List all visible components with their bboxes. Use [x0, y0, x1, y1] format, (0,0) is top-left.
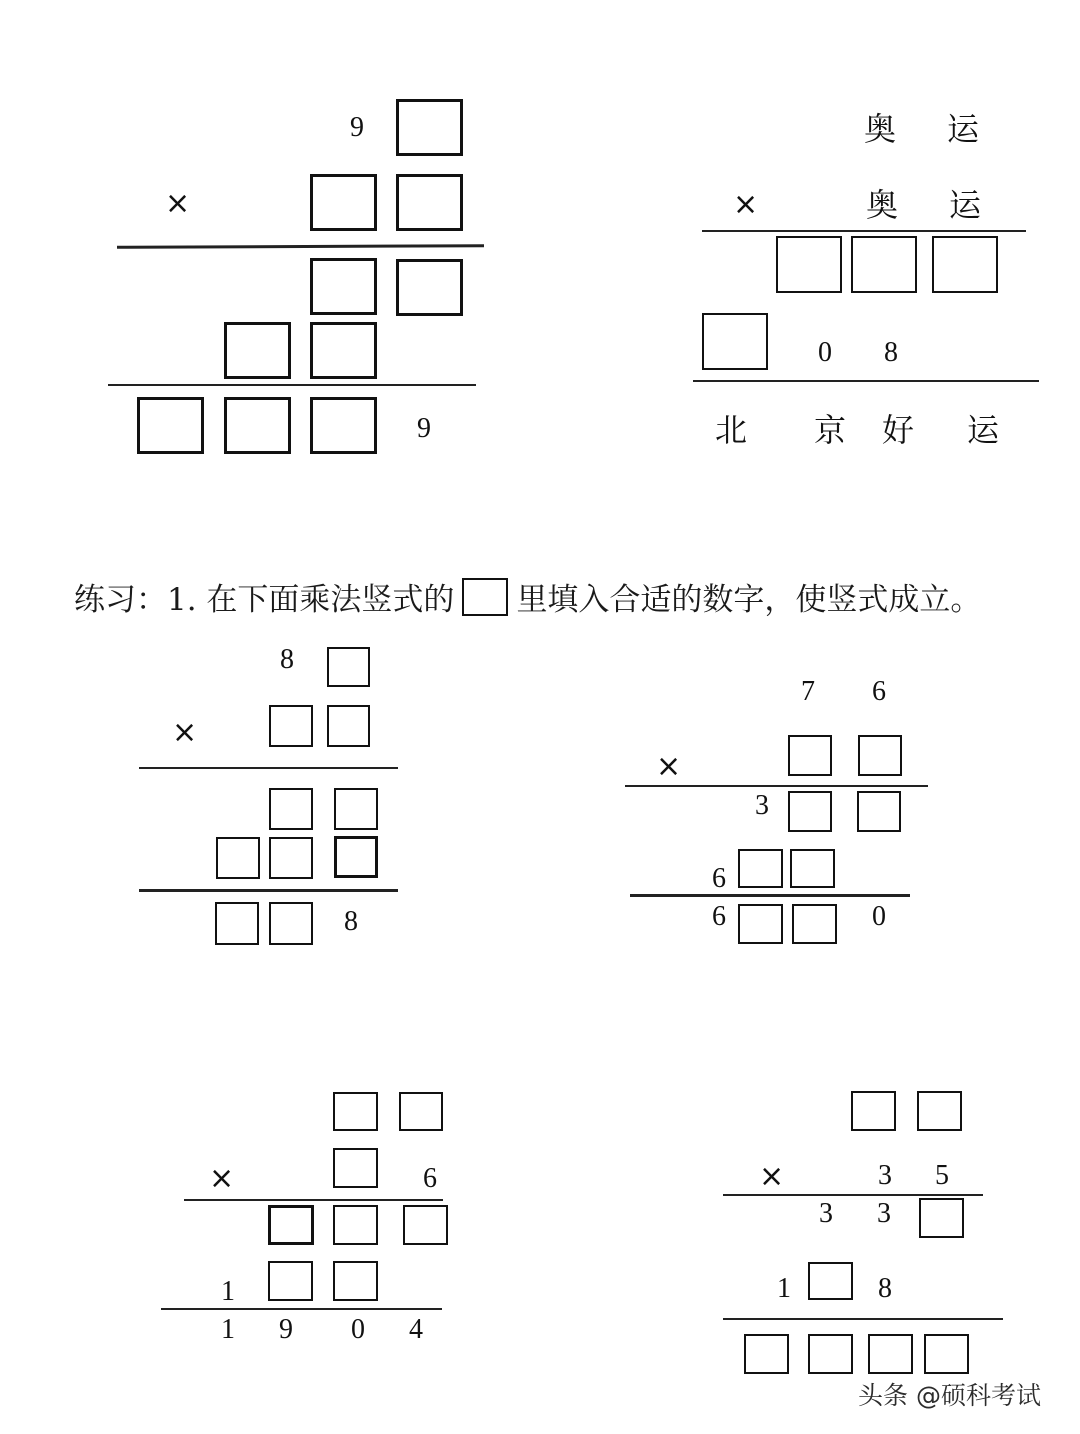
rule-line	[139, 767, 398, 769]
times-sign: ×	[209, 1161, 235, 1196]
answer-box[interactable]	[333, 1092, 378, 1131]
digit: 3	[755, 790, 769, 821]
times-sign: ×	[733, 187, 759, 222]
answer-box[interactable]	[269, 837, 313, 879]
box-symbol	[462, 578, 508, 616]
answer-box[interactable]	[334, 788, 378, 830]
rule-line	[723, 1318, 1003, 1320]
rule-line	[184, 1199, 443, 1201]
digit: 1	[221, 1276, 235, 1307]
char: 运	[946, 110, 979, 148]
answer-box[interactable]	[919, 1198, 964, 1238]
answer-box[interactable]	[792, 904, 837, 944]
watermark: 头条 @硕科考试	[858, 1381, 1041, 1410]
answer-box[interactable]	[917, 1091, 962, 1131]
instruction-prefix: 练习：1. 在下面乘法竖式的	[74, 582, 455, 618]
rule-line	[139, 889, 398, 892]
times-sign: ×	[656, 749, 682, 784]
answer-box[interactable]	[790, 849, 835, 888]
digit: 0	[818, 337, 832, 368]
digit: 1	[777, 1273, 791, 1304]
char: 奥	[865, 186, 898, 224]
digit: 4	[409, 1314, 423, 1345]
answer-box[interactable]	[788, 735, 832, 776]
digit: 8	[878, 1273, 892, 1304]
answer-box[interactable]	[868, 1334, 913, 1374]
rule-line	[723, 1194, 983, 1196]
rule-line	[625, 785, 928, 787]
answer-box[interactable]	[808, 1334, 853, 1374]
digit: 3	[878, 1160, 892, 1191]
answer-box[interactable]	[808, 1262, 853, 1300]
exercise-instruction	[74, 578, 981, 620]
times-sign: ×	[172, 715, 198, 750]
answer-box[interactable]	[744, 1334, 789, 1374]
rule-line	[117, 244, 484, 249]
answer-box[interactable]	[399, 1092, 443, 1131]
answer-box[interactable]	[776, 236, 842, 293]
answer-box[interactable]	[788, 791, 832, 832]
digit: 1	[221, 1314, 235, 1345]
answer-box[interactable]	[224, 322, 291, 379]
answer-box[interactable]	[310, 258, 377, 315]
rule-line	[693, 380, 1039, 382]
digit: 6	[423, 1163, 437, 1194]
digit: 0	[872, 901, 886, 932]
answer-box[interactable]	[738, 849, 783, 888]
rule-line	[108, 384, 476, 386]
char: 京	[813, 411, 846, 449]
times-sign: ×	[165, 186, 191, 221]
digit: 0	[351, 1314, 365, 1345]
char: 运	[966, 411, 999, 449]
char: 运	[948, 186, 981, 224]
answer-box[interactable]	[851, 1091, 896, 1131]
digit: 5	[935, 1160, 949, 1191]
answer-box[interactable]	[310, 174, 377, 231]
answer-box[interactable]	[932, 236, 998, 293]
digit: 9	[417, 413, 431, 444]
answer-box[interactable]	[215, 902, 259, 945]
answer-box[interactable]	[858, 735, 902, 776]
times-sign: ×	[759, 1159, 785, 1194]
answer-box[interactable]	[702, 313, 768, 370]
answer-box[interactable]	[224, 397, 291, 454]
answer-box[interactable]	[334, 836, 378, 878]
answer-box[interactable]	[738, 904, 783, 944]
answer-box[interactable]	[310, 322, 377, 379]
answer-box[interactable]	[857, 791, 901, 832]
answer-box[interactable]	[403, 1205, 448, 1245]
rule-line	[702, 230, 1026, 232]
answer-box[interactable]	[396, 99, 463, 156]
digit: 6	[712, 901, 726, 932]
answer-box[interactable]	[268, 1205, 314, 1245]
digit: 3	[877, 1198, 891, 1229]
char: 奥	[863, 110, 896, 148]
answer-box[interactable]	[268, 1261, 313, 1301]
answer-box[interactable]	[269, 902, 313, 945]
answer-box[interactable]	[327, 647, 370, 687]
digit: 8	[344, 906, 358, 937]
answer-box[interactable]	[333, 1205, 378, 1245]
char: 好	[881, 411, 914, 449]
digit: 3	[819, 1198, 833, 1229]
answer-box[interactable]	[137, 397, 204, 454]
answer-box[interactable]	[269, 788, 313, 830]
answer-box[interactable]	[396, 174, 463, 231]
answer-box[interactable]	[396, 259, 463, 316]
rule-line	[630, 894, 910, 897]
digit: 6	[712, 863, 726, 894]
answer-box[interactable]	[333, 1261, 378, 1301]
answer-box[interactable]	[327, 705, 370, 747]
answer-box[interactable]	[310, 397, 377, 454]
digit: 6	[872, 676, 886, 707]
answer-box[interactable]	[269, 705, 313, 747]
rule-line	[161, 1308, 442, 1310]
digit: 7	[801, 676, 815, 707]
digit: 8	[884, 337, 898, 368]
digit: 9	[350, 112, 364, 143]
instruction-suffix: 里填入合适的数字，使竖式成立。	[516, 582, 982, 618]
digit: 9	[279, 1314, 293, 1345]
digit: 8	[280, 644, 294, 675]
answer-box[interactable]	[333, 1148, 378, 1188]
answer-box[interactable]	[924, 1334, 969, 1374]
answer-box[interactable]	[851, 236, 917, 293]
char: 北	[714, 411, 747, 449]
answer-box[interactable]	[216, 837, 260, 879]
